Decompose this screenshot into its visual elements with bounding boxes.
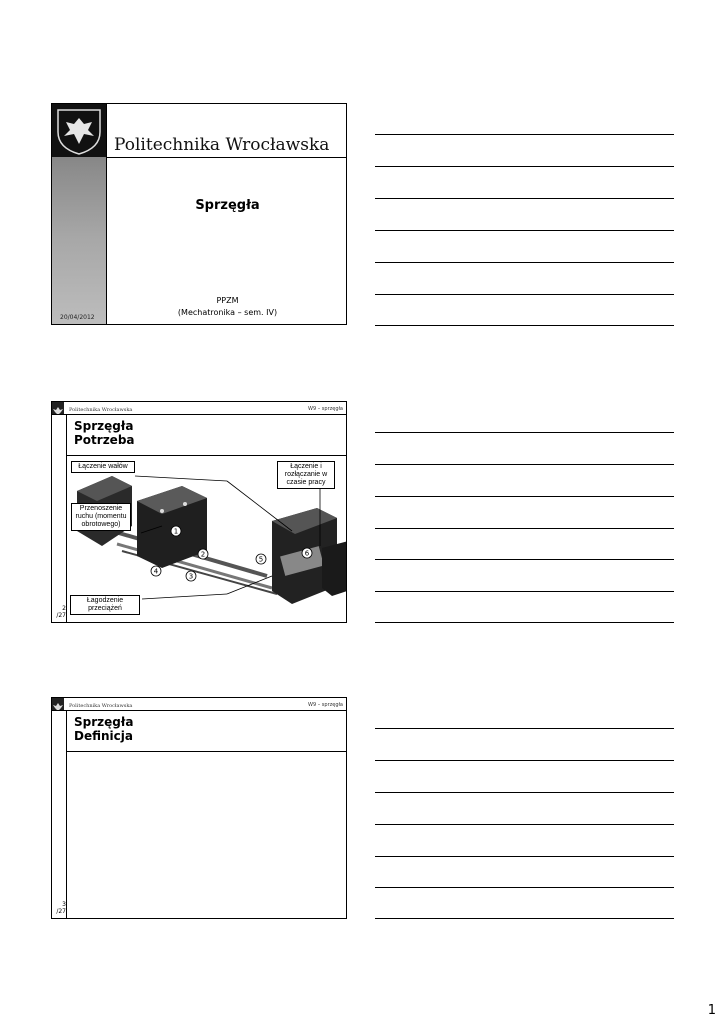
title-rule xyxy=(66,751,347,752)
slide-title-line-1: Sprzęgła xyxy=(74,715,134,729)
callout-torque: Przenoszenie ruchu (momentu obrotowego) xyxy=(71,503,131,531)
marker-circle-icon xyxy=(301,547,313,559)
bolt xyxy=(183,502,187,506)
notes-line xyxy=(375,824,674,825)
callout-shafts: Łączenie wałów xyxy=(71,461,135,473)
notes-line xyxy=(375,230,674,231)
svg-text:2: 2 xyxy=(200,550,206,559)
notes-line xyxy=(375,918,674,919)
svg-text:1: 1 xyxy=(173,527,179,536)
slide-title-line-2: Definicja xyxy=(74,729,133,743)
notes-line xyxy=(375,887,674,888)
notes-line xyxy=(375,325,674,326)
page-current: 2 xyxy=(62,605,66,612)
slide-title-line-1: Sprzęgła xyxy=(74,419,134,433)
marker-circle-icon xyxy=(255,553,267,565)
notes-line xyxy=(375,792,674,793)
university-logo-small xyxy=(52,402,64,414)
header-university: Politechnika Wrocławska xyxy=(69,407,133,413)
university-name: Politechnika Wrocławska xyxy=(114,135,330,155)
notes-line xyxy=(375,559,674,560)
slide-title xyxy=(74,419,135,447)
marker-circle-icon xyxy=(170,525,182,537)
marker-circle-icon xyxy=(150,565,162,577)
page-total: /27 xyxy=(56,908,66,915)
svg-text:5: 5 xyxy=(258,555,264,564)
course-detail: (Mechatronika – sem. IV) xyxy=(177,308,278,317)
marker-circle-icon xyxy=(185,570,197,582)
page-total: /27 xyxy=(56,612,66,619)
marker-3 xyxy=(185,567,197,586)
notes-line xyxy=(375,728,674,729)
marker-circle-icon xyxy=(197,548,209,560)
left-margin-rule xyxy=(66,711,67,919)
marker-2 xyxy=(197,545,209,564)
header-rule xyxy=(52,710,347,711)
page-number xyxy=(53,901,66,915)
header-rule xyxy=(52,414,347,415)
slide-title-line-2: Potrzeba xyxy=(74,433,135,447)
vertical-divider xyxy=(106,104,107,325)
bolt xyxy=(160,509,164,513)
slide-date: 20/04/2012 xyxy=(60,314,95,321)
header-tag: W9 – sprzęgła xyxy=(308,702,343,708)
course-code: PPZM xyxy=(216,296,239,305)
callout-overload: Łagodzenie przeciążeń xyxy=(70,595,140,615)
marker-1 xyxy=(170,522,182,541)
slide-title xyxy=(74,715,133,743)
notes-line xyxy=(375,591,674,592)
leader-line xyxy=(135,476,227,481)
notes-line xyxy=(375,760,674,761)
motor xyxy=(322,540,347,596)
eagle-crest-icon xyxy=(52,104,106,157)
university-logo xyxy=(52,104,106,157)
notes-line xyxy=(375,464,674,465)
document-page-number: 1 xyxy=(707,1003,716,1018)
notes-line xyxy=(375,262,674,263)
marker-5 xyxy=(255,550,267,569)
slide-title: Sprzęgła xyxy=(195,198,260,213)
eagle-crest-icon xyxy=(52,405,64,417)
header-divider xyxy=(106,157,347,158)
page-number xyxy=(53,605,66,619)
notes-line xyxy=(375,622,674,623)
eagle-crest-icon xyxy=(52,701,64,713)
notes-line xyxy=(375,496,674,497)
page-current: 3 xyxy=(62,901,66,908)
slide-3 xyxy=(51,697,347,919)
svg-text:6: 6 xyxy=(304,549,310,558)
marker-4 xyxy=(150,562,162,581)
notes-line xyxy=(375,198,674,199)
notes-line xyxy=(375,856,674,857)
notes-line xyxy=(375,134,674,135)
slide-1 xyxy=(51,103,347,325)
header-university: Politechnika Wrocławska xyxy=(69,703,133,709)
slide-2 xyxy=(51,401,347,623)
leader-line xyxy=(142,594,227,599)
notes-line xyxy=(375,166,674,167)
header-tag: W9 – sprzęgła xyxy=(308,406,343,412)
callout-engage: Łączenie i rozłączanie w czasie pracy xyxy=(277,461,335,489)
svg-text:4: 4 xyxy=(153,567,159,576)
university-logo-small xyxy=(52,698,64,710)
notes-line xyxy=(375,294,674,295)
svg-text:3: 3 xyxy=(188,572,194,581)
notes-line xyxy=(375,528,674,529)
notes-line xyxy=(375,432,674,433)
marker-6 xyxy=(301,544,313,563)
